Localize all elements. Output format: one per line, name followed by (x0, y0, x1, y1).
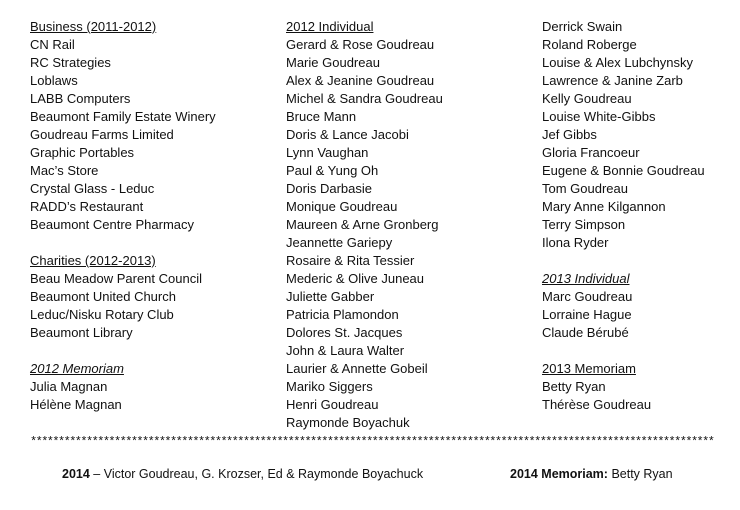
spacer (542, 342, 737, 360)
list-item: Eugene & Bonnie Goudreau (542, 163, 705, 178)
spacer (542, 252, 737, 270)
column-business-charities (30, 18, 280, 414)
list-item: Gerard & Rose Goudreau (286, 37, 435, 52)
list-item: Derrick Swain (542, 19, 623, 34)
list-item: Roland Roberge (542, 37, 637, 52)
donors-2014-text: – Victor Goudreau, G. Krozser, Ed & Raymonde Boyachuck (89, 467, 424, 481)
memoriam-2014-name: Betty Ryan (607, 467, 673, 481)
list-item: Mariko Siggers (286, 379, 373, 394)
list-item: Beaumont Family Estate Winery (30, 109, 216, 124)
list-item: Alex & Jeanine Goudreau (286, 73, 435, 88)
list-item: Hélène Magnan (30, 397, 122, 412)
individual-2012-list (286, 36, 536, 432)
business-heading: Business (2011-2012) (30, 19, 157, 34)
list-item: John & Laura Walter (286, 343, 405, 358)
list-item: Marc Goudreau (542, 289, 633, 304)
memoriam-2013-list (542, 378, 737, 414)
charities-list (30, 270, 280, 342)
list-item: Marie Goudreau (286, 55, 380, 70)
list-item: Michel & Sandra Goudreau (286, 91, 443, 106)
list-item: Doris & Lance Jacobi (286, 127, 409, 142)
list-item: Claude Bérubé (542, 325, 629, 340)
list-item: Loblaws (30, 73, 78, 88)
list-item: Maureen & Arne Gronberg (286, 217, 439, 232)
business-list (30, 36, 280, 234)
footer-2014-donors (62, 467, 423, 481)
spacer (30, 342, 280, 360)
list-item: Henri Goudreau (286, 397, 379, 412)
list-item: Bruce Mann (286, 109, 357, 124)
list-item: Terry Simpson (542, 217, 626, 232)
column-individual-2012 (286, 18, 536, 432)
list-item: Mary Anne Kilgannon (542, 199, 666, 214)
separator-line: ************************************************************************************************************************** (30, 436, 714, 448)
individual-2012-continued-list (542, 18, 737, 252)
list-item: Laurier & Annette Gobeil (286, 361, 428, 376)
list-item: Beaumont Library (30, 325, 133, 340)
individual-2013-list (542, 288, 737, 342)
list-item: Beaumont United Church (30, 289, 176, 304)
memoriam-2012-list (30, 378, 280, 414)
individual-2013-heading: 2013 Individual (542, 271, 630, 286)
list-item: Jef Gibbs (542, 127, 597, 142)
list-item: Monique Goudreau (286, 199, 398, 214)
list-item: Goudreau Farms Limited (30, 127, 174, 142)
list-item: Julia Magnan (30, 379, 108, 394)
list-item: Lorraine Hague (542, 307, 632, 322)
list-item: Betty Ryan (542, 379, 606, 394)
list-item: Beaumont Centre Pharmacy (30, 217, 195, 232)
list-item: Louise & Alex Lubchynsky (542, 55, 694, 70)
list-item: Patricia Plamondon (286, 307, 399, 322)
memoriam-2012-heading: 2012 Memoriam (30, 361, 124, 376)
list-item: CN Rail (30, 37, 75, 52)
memoriam-2014-label: 2014 Memoriam: (510, 467, 608, 481)
list-item: Paul & Yung Oh (286, 163, 379, 178)
list-item: Raymonde Boyachuk (286, 415, 410, 430)
list-item: Jeannette Gariepy (286, 235, 393, 250)
list-item: Thérèse Goudreau (542, 397, 652, 412)
list-item: Mac’s Store (30, 163, 99, 178)
list-item: Lynn Vaughan (286, 145, 369, 160)
footer-2014-memoriam (510, 467, 673, 481)
memoriam-2013-heading: 2013 Memoriam (542, 361, 636, 376)
column-individual-2013 (542, 18, 737, 414)
list-item: RADD’s Restaurant (30, 199, 144, 214)
list-item: Rosaire & Rita Tessier (286, 253, 415, 268)
list-item: Gloria Francoeur (542, 145, 640, 160)
list-item: Dolores St. Jacques (286, 325, 403, 340)
list-item: Lawrence & Janine Zarb (542, 73, 683, 88)
list-item: Juliette Gabber (286, 289, 375, 304)
list-item: Louise White-Gibbs (542, 109, 656, 124)
individual-2012-heading: 2012 Individual (286, 19, 374, 34)
list-item: Doris Darbasie (286, 181, 372, 196)
list-item: RC Strategies (30, 55, 111, 70)
list-item: Crystal Glass - Leduc (30, 181, 155, 196)
list-item: Leduc/Nisku Rotary Club (30, 307, 174, 322)
list-item: Ilona Ryder (542, 235, 609, 250)
spacer (30, 234, 280, 252)
list-item: Tom Goudreau (542, 181, 628, 196)
charities-heading: Charities (2012-2013) (30, 253, 156, 268)
list-item: Mederic & Olive Juneau (286, 271, 425, 286)
list-item: LABB Computers (30, 91, 131, 106)
list-item: Graphic Portables (30, 145, 135, 160)
list-item: Beau Meadow Parent Council (30, 271, 202, 286)
year-2014-label: 2014 (62, 467, 90, 481)
list-item: Kelly Goudreau (542, 91, 632, 106)
